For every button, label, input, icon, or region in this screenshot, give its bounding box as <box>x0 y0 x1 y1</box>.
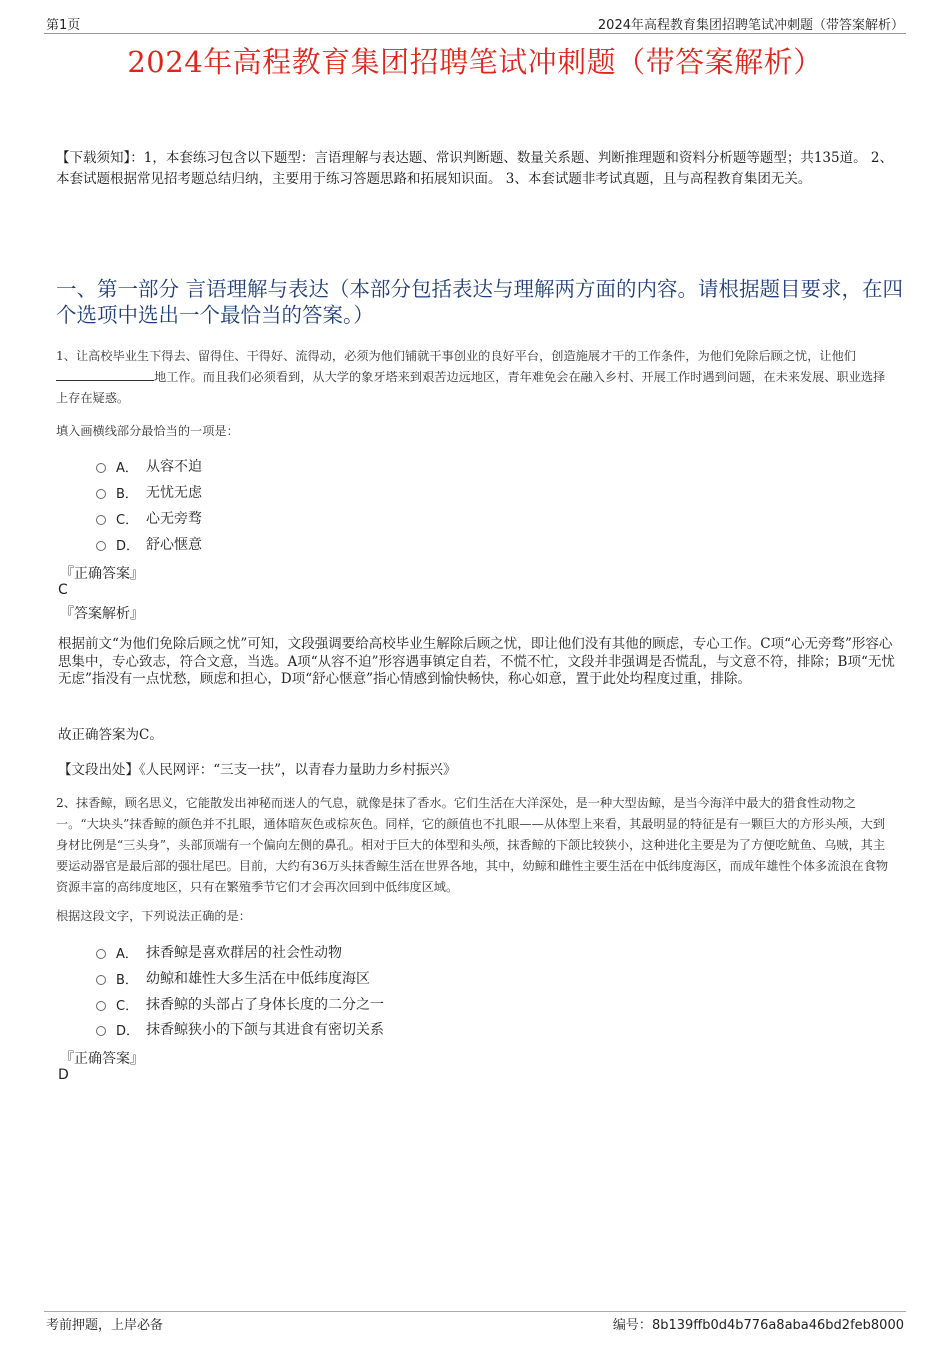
q1-conclusion: 故正确答案为C。 <box>58 727 163 743</box>
radio-icon[interactable] <box>96 489 106 499</box>
option-letter: B． <box>116 972 138 988</box>
header-divider <box>44 33 906 34</box>
option-text: 心无旁骛 <box>146 511 202 527</box>
q2-option-b[interactable] <box>96 967 370 989</box>
page-title: 2024年高程教育集团招聘笔试冲刺题（带答案解析） <box>127 45 823 79</box>
section-heading: 一、第一部分 言语理解与表达（本部分包括表达与理解两方面的内容。请根据题目要求，在四个选项中选出一个最恰当的答案。） <box>56 277 904 327</box>
option-letter: B． <box>116 486 138 502</box>
radio-icon[interactable] <box>96 515 106 525</box>
option-text: 抹香鲸的头部占了身体长度的二分之一 <box>146 997 384 1013</box>
option-letter: A． <box>116 460 138 476</box>
option-letter: D． <box>116 1023 140 1039</box>
radio-icon[interactable] <box>96 1026 106 1036</box>
q2-option-d[interactable] <box>96 1018 384 1040</box>
question-1-text-after: 地工作。而且我们必须看到，从大学的象牙塔来到艰苦边远地区，青年难免会在融入乡村、开展工作时遇到问题，在未来发展、职业选择上存在疑惑。 <box>56 370 886 405</box>
page-number: 第1页 <box>46 18 81 33</box>
option-letter: D． <box>116 538 140 554</box>
q1-analysis-label: 『答案解析』 <box>60 606 144 622</box>
q2-answer-label: 『正确答案』 <box>60 1051 144 1067</box>
question-2-prompt: 根据这段文字，下列说法正确的是： <box>56 909 251 923</box>
q2-option-a[interactable] <box>96 941 342 963</box>
radio-icon[interactable] <box>96 975 106 985</box>
option-text: 抹香鲸狭小的下颌与其进食有密切关系 <box>146 1022 384 1038</box>
footer-divider <box>44 1311 906 1312</box>
radio-icon[interactable] <box>96 1001 106 1011</box>
radio-icon[interactable] <box>96 541 106 551</box>
q2-answer: D <box>58 1067 69 1083</box>
question-1-prompt: 填入画横线部分最恰当的一项是： <box>56 424 239 438</box>
footer-slogan: 考前押题，上岸必备 <box>46 1318 164 1333</box>
radio-icon[interactable] <box>96 463 106 473</box>
footer-code-label: 编号： <box>612 1318 652 1333</box>
q1-option-a[interactable] <box>96 455 202 477</box>
q1-option-b[interactable] <box>96 481 202 503</box>
q1-analysis: 根据前文“为他们免除后顾之忧”可知，文段强调要给高校毕业生解除后顾之忧，即让他们没有其他的顾虑，专心工作。C项“心无旁骛”形容心思集中，专心致志，符合文意，当选。A项“从容不迫”形容遇事镇定自若，不慌不忙，文段并非强调是否慌乱，与文意不符，排除；B项“无忧无虑”指没有一点忧愁，顾虑和担心，D项“舒心惬意”指心情感到愉快畅快，称心如意，置于此处均程度过重，排除。 <box>58 636 895 687</box>
q1-option-d[interactable] <box>96 533 202 555</box>
q1-answer: C <box>58 582 68 598</box>
footer-code <box>613 1314 904 1333</box>
question-1-text-before: 1、让高校毕业生下得去、留得住、干得好、流得动，必须为他们铺就干事创业的良好平台，创造施展才干的工作条件，为他们免除后顾之忧，让他们 <box>56 349 856 363</box>
option-text: 从容不迫 <box>146 459 202 475</box>
q1-option-c[interactable] <box>96 507 202 529</box>
option-letter: C． <box>116 512 139 528</box>
download-notice: 【下载须知】：1，本套练习包含以下题型：言语理解与表达题、常识判断题、数量关系题、判断推理题和资料分析题等题型；共135道。 2、本套试题根据常见招考题总结归纳，主要用于练习答题思路和拓展知识面。 3、本套试题非考试真题，且与高程教育集团无关。 <box>56 150 893 187</box>
option-text: 舒心惬意 <box>146 537 202 553</box>
option-text: 幼鲸和雄性大多生活在中低纬度海区 <box>146 971 370 987</box>
fill-blank <box>56 368 154 381</box>
footer-code-value: 8b139ffb0d4b776a8aba46bd2feb8000 <box>651 1318 904 1333</box>
option-letter: A． <box>116 946 138 962</box>
option-text: 无忧无虑 <box>146 485 202 501</box>
question-1-text <box>56 346 896 409</box>
q1-source: 【文段出处】《人民网评：“三支一扶”，以青春力量助力乡村振兴》 <box>58 762 457 778</box>
header-doc-title: 2024年高程教育集团招聘笔试冲刺题（带答案解析） <box>597 18 904 33</box>
option-letter: C． <box>116 998 139 1014</box>
q1-answer-label: 『正确答案』 <box>60 566 144 582</box>
radio-icon[interactable] <box>96 949 106 959</box>
q2-option-c[interactable] <box>96 993 384 1015</box>
question-2-text: 2、抹香鲸，顾名思义，它能散发出神秘而迷人的气息，就像是抹了香水。它们生活在大洋深处，是一种大型齿鲸，是当今海洋中最大的猎食性动物之一。“大块头”抹香鲸的颜色并不扎眼，通体暗灰色或棕灰色。同样，它的颜值也不扎眼——从体型上来看，其最明显的特征是有一颗巨大的方形头颅，大到身材比例是“三头身”，头部顶端有一个偏向左侧的鼻孔。相对于巨大的体型和头颅，抹香鲸的下颌比较狭小，这种进化主要是为了方便吃鱿鱼、乌贼，其主要运动器官是最后部的强壮尾巴。目前，大约有36万头抹香鲸生活在世界各地，其中，幼鲸和雌性主要生活在中低纬度海区，而成年雄性个体多流浪在食物资源丰富的高纬度地区，只有在繁殖季节它们才会再次回到中低纬度区域。 <box>56 796 889 894</box>
option-text: 抹香鲸是喜欢群居的社会性动物 <box>146 945 342 961</box>
